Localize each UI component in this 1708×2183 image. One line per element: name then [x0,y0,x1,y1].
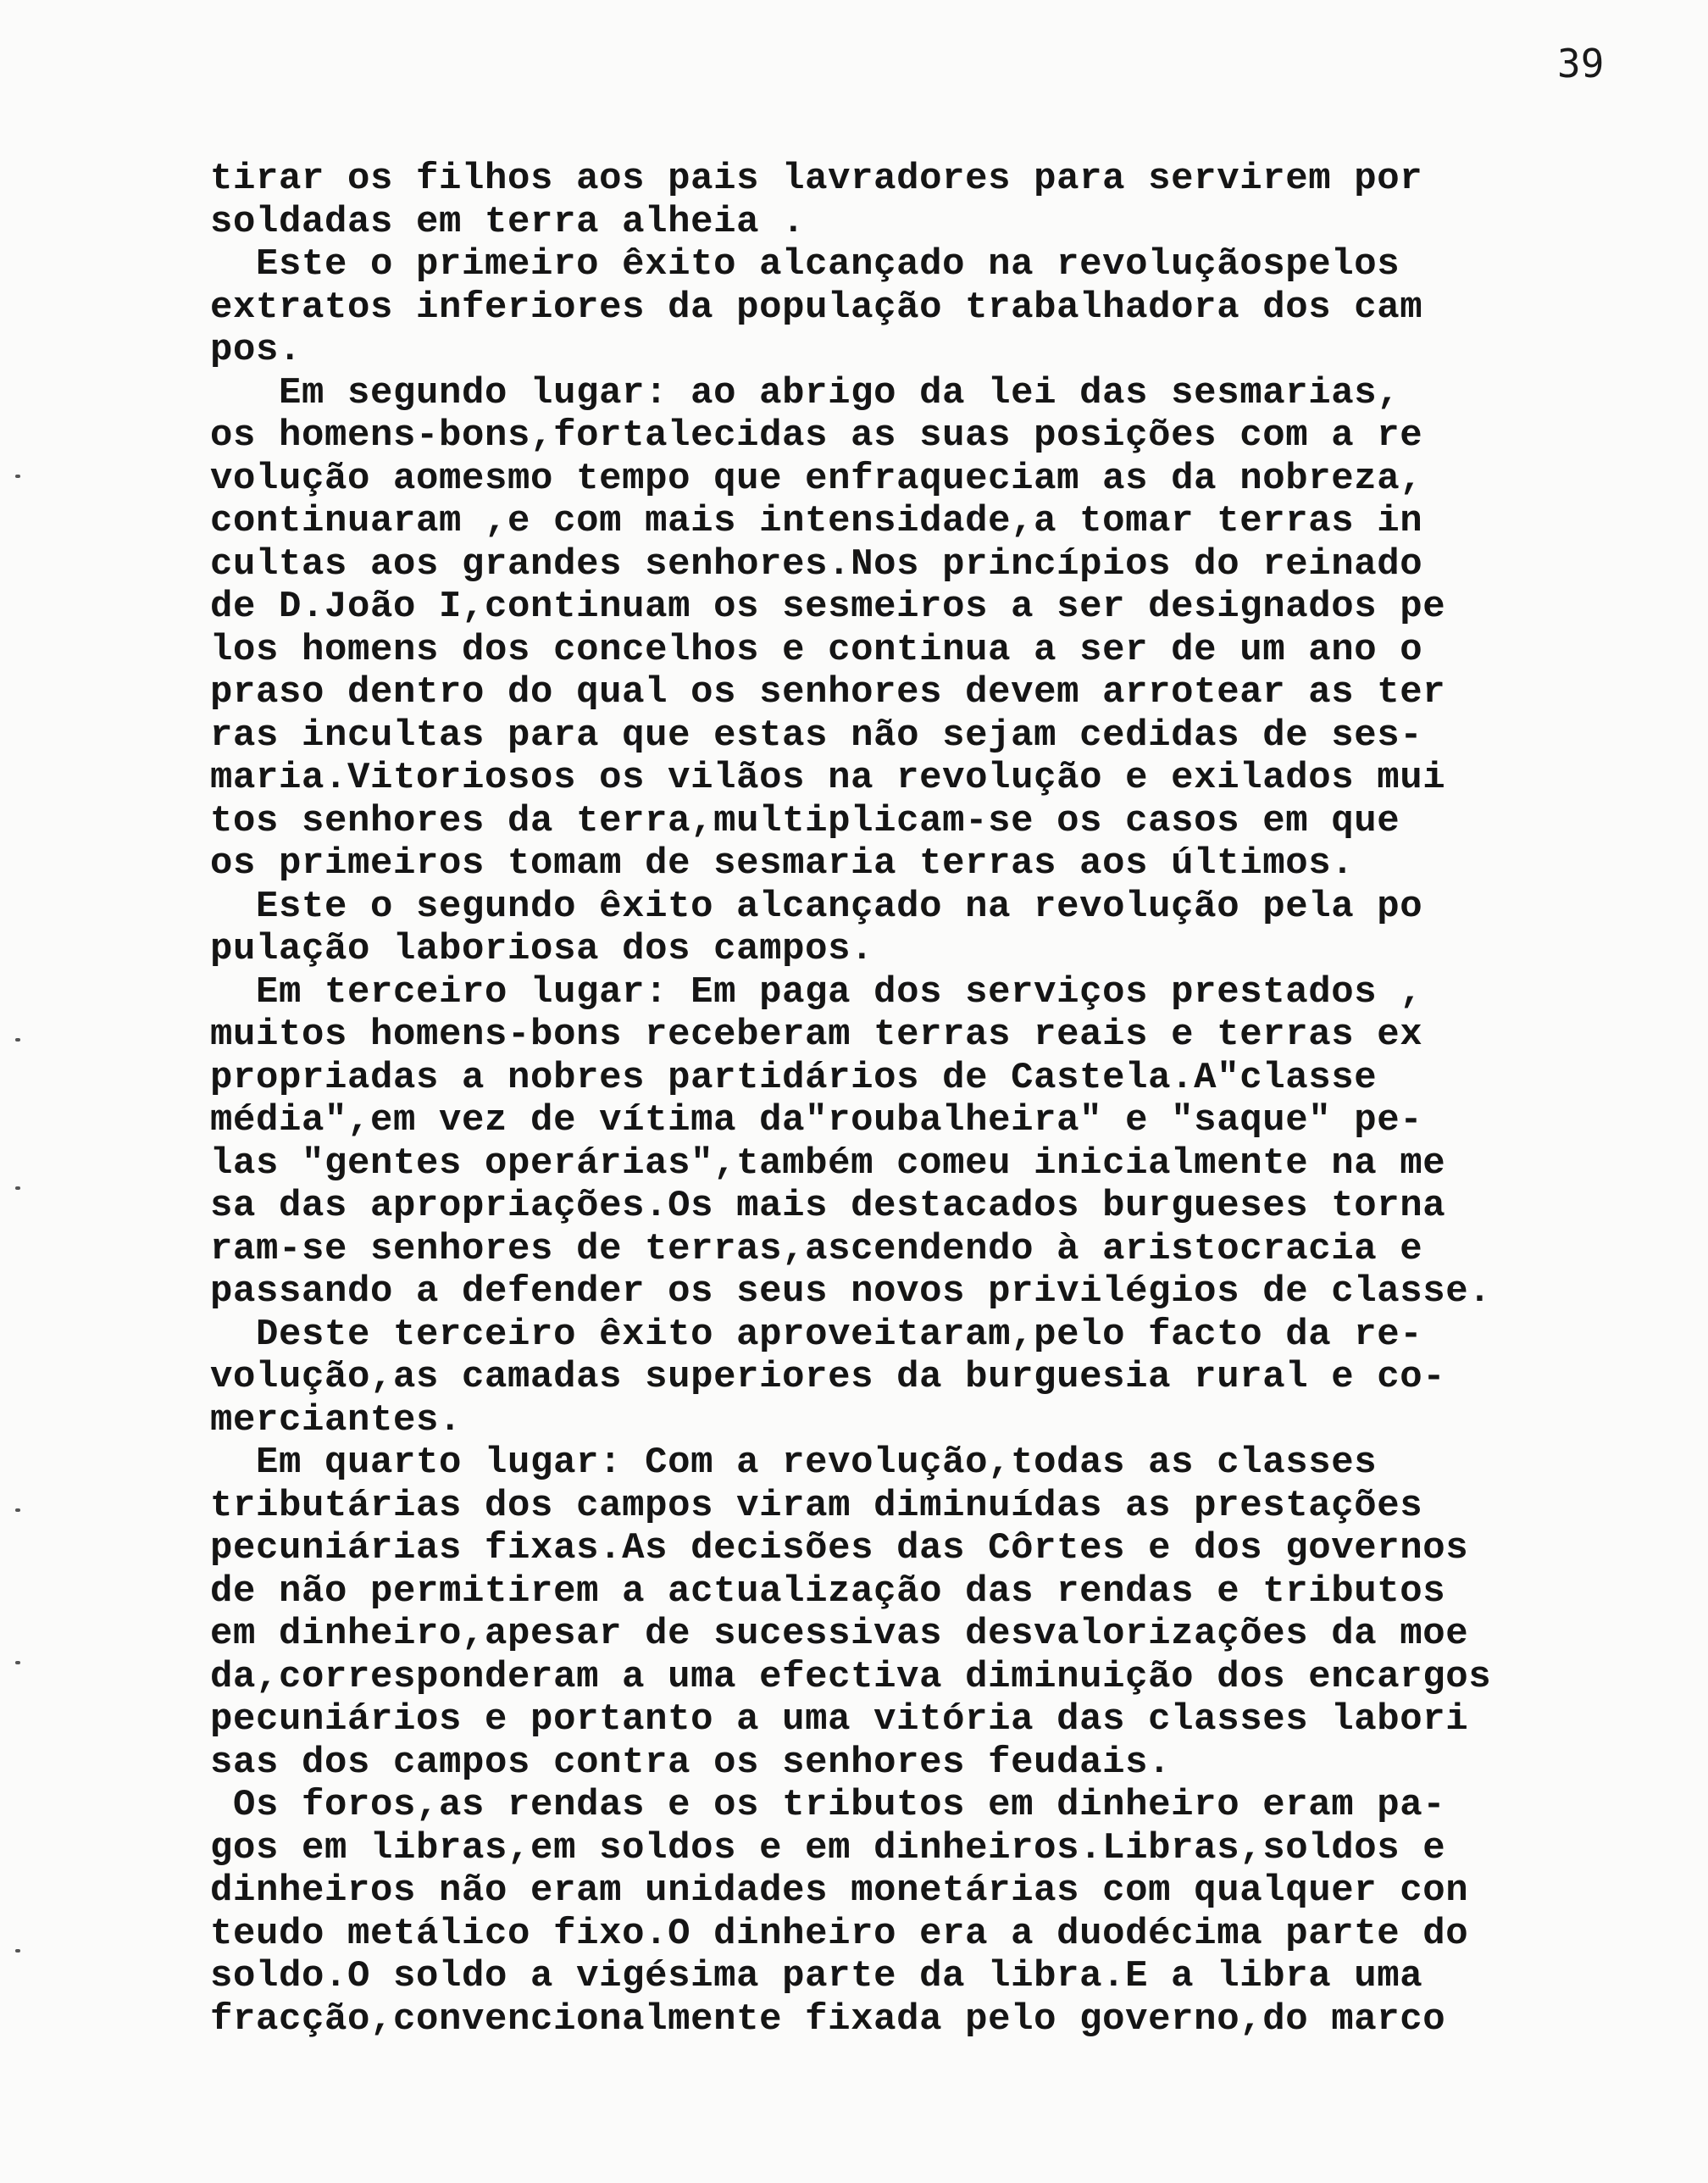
text-line: Este o segundo êxito alcançado na revolução pela po [210,885,1423,928]
text-line: pulação laboriosa dos campos. [210,928,874,970]
text-line: Em segundo lugar: ao abrigo da lei das sesmarias, [210,371,1400,414]
text-line: Este o primeiro êxito alcançado na revoluçãospelos [210,243,1400,286]
text-line: dinheiros não eram unidades monetárias com qualquer con [210,1869,1469,1912]
text-line: em dinheiro,apesar de sucessivas desvalorizações da moe [210,1613,1469,1655]
text-line: Em quarto lugar: Com a revolução,todas as classes [210,1441,1378,1484]
text-line: média",em vez de vítima da"roubalheira" e "saque" pe- [210,1099,1423,1141]
margin-mark [15,475,20,478]
margin-mark [15,1038,20,1042]
text-line: propriadas a nobres partidários de Castela.A"classe [210,1056,1378,1099]
text-line: merciantes. [210,1398,463,1441]
text-line: fracção,convencionalmente fixada pelo governo,do marco [210,1997,1446,2041]
text-line: cultas aos grandes senhores.Nos princípios do reinado [210,542,1423,586]
text-line: sa das apropriações.Os mais destacados burgueses torna [210,1185,1446,1227]
text-line: soldadas em terra alheia . [210,200,806,243]
text-line: volução,as camadas superiores da burguesia rural e co- [210,1356,1446,1398]
text-line: da,corresponderam a uma efectiva diminuição dos encargos [210,1655,1492,1698]
text-line: teudo metálico fixo.O dinheiro era a duodécima parte do [210,1912,1469,1955]
text-line: volução aomesmo tempo que enfraqueciam as da nobreza, [210,457,1423,500]
text-line: continuaram ,e com mais intensidade,a tomar terras in [210,500,1423,542]
text-line: passando a defender os seus novos privilégios de classe. [210,1270,1492,1313]
text-line: Em terceiro lugar: Em paga dos serviços prestados , [210,970,1423,1014]
text-line: extratos inferiores da população trabalhadora dos cam [210,286,1423,329]
text-line: ras incultas para que estas não sejam cedidas de ses- [210,714,1423,757]
text-line: los homens dos concelhos e continua a ser de um ano o [210,628,1423,671]
text-line: os primeiros tomam de sesmaria terras aos últimos. [210,842,1355,885]
text-line: Os foros,as rendas e os tributos em dinheiro eram pa- [210,1784,1446,1826]
margin-mark [15,1661,20,1664]
text-line: pecuniárias fixas.As decisões das Côrtes e dos governos [210,1527,1469,1569]
margin-mark [15,1508,20,1512]
text-line: muitos homens-bons receberam terras reais e terras ex [210,1014,1423,1056]
page-number: 39 [1557,41,1605,86]
text-line: praso dentro do qual os senhores devem arrotear as ter [210,671,1446,714]
text-line: pecuniários e portanto a uma vitória das classes labori [210,1698,1469,1741]
text-line: las "gentes operárias",também comeu inicialmente na me [210,1141,1446,1185]
text-line: gos em libras,em soldos e em dinheiros.Libras,soldos e [210,1826,1446,1869]
margin-mark [15,1949,20,1952]
text-line: Deste terceiro êxito aproveitaram,pelo facto da re- [210,1313,1423,1356]
text-line: soldo.O soldo a vigésima parte da libra.E a libra uma [210,1955,1423,1997]
text-line: pos. [210,329,302,371]
text-line: de D.João I,continuam os sesmeiros a ser designados pe [210,586,1446,628]
text-line: tos senhores da terra,multiplicam-se os casos em que [210,799,1400,842]
text-line: os homens-bons,fortalecidas as suas posições com a re [210,414,1423,457]
text-line: tributárias dos campos viram diminuídas as prestações [210,1484,1423,1527]
text-line: de não permitirem a actualização das rendas e tributos [210,1569,1446,1613]
margin-mark [15,1186,20,1190]
text-line: tirar os filhos aos pais lavradores para servirem por [210,158,1423,200]
text-line: sas dos campos contra os senhores feudais. [210,1741,1172,1784]
body-text [210,158,1650,2041]
text-line: maria.Vitoriosos os vilãos na revolução e exilados mui [210,757,1446,799]
text-line: ram-se senhores de terras,ascendendo à aristocracia e [210,1227,1423,1270]
